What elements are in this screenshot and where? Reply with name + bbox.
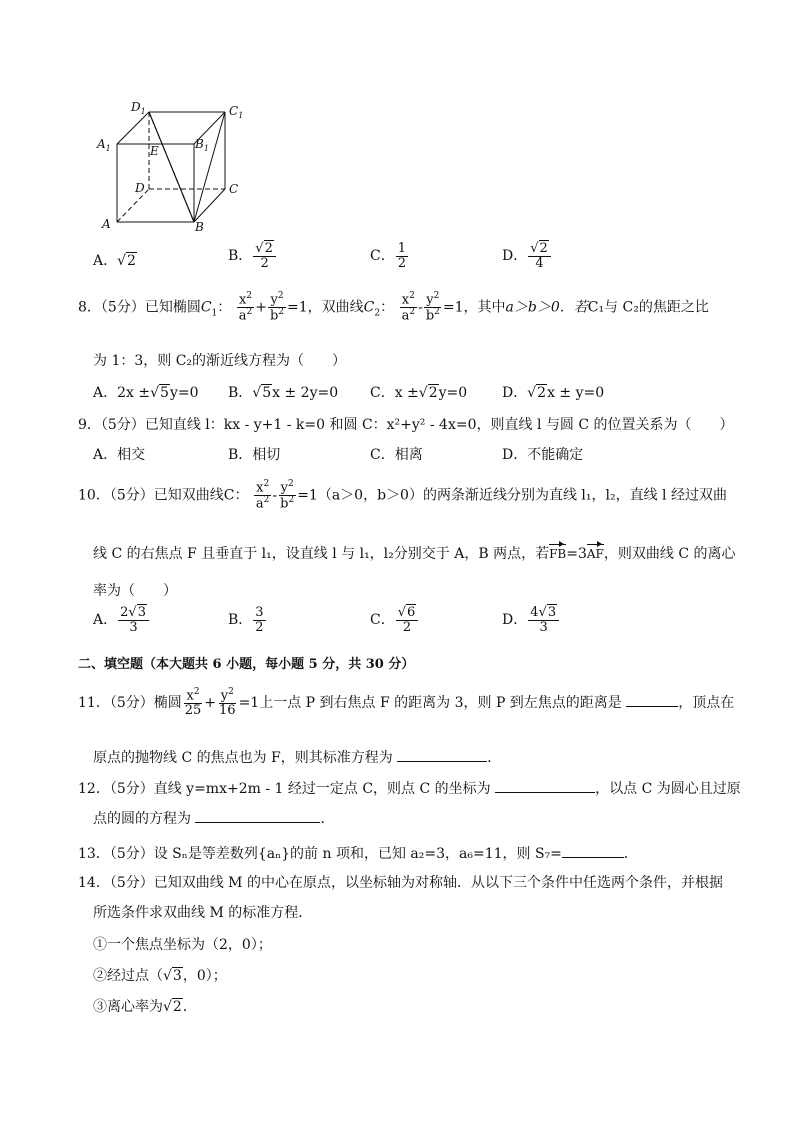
q8-line2: 为 1：3，则 C₂的渐近线方程为（ ） <box>93 353 347 369</box>
q10-option-b: B． $\frac{3}{2}$ <box>228 605 264 635</box>
label-a1: $A_1$ <box>97 137 111 153</box>
label-a: A <box>102 217 111 231</box>
label-b: B <box>195 220 204 234</box>
q7-option-a: A．√2 <box>93 253 136 269</box>
q12-answer-blank-2[interactable] <box>195 810 320 823</box>
q9-option-b: B．相切 <box>228 447 281 463</box>
q7-option-c: C． $\frac{1}{2}$ <box>370 241 406 271</box>
q14-condition-1: ①一个焦点坐标为（2，0）； <box>93 937 272 953</box>
q9-option-d: D．不能确定 <box>502 447 584 463</box>
q7-option-b: B． $\frac{√2}{2}$ <box>228 242 277 270</box>
label-b1: $B_1$ <box>195 137 209 153</box>
q12-line2: 点的圆的方程为 ． <box>93 811 335 827</box>
q10-option-d: D． $\frac{4√3}{3}$ <box>502 606 560 634</box>
cube-figure <box>90 95 260 240</box>
q10-line2: 线 C 的右焦点 F 且垂直于 l₁，设直线 l 与 l₁，l₂分别交于 A，B 两点，若FB=3AF，则双曲线 C 的离心 <box>93 546 736 562</box>
q8-option-c: C．x ±√2y=0 <box>370 385 468 401</box>
q14-line1: 14．（5分）已知双曲线 M 的中心在原点，以坐标轴为对称轴．从以下三个条件中任选两个条件，并根据 <box>78 875 723 891</box>
q8-option-d: D．√2x ± y=0 <box>502 385 605 401</box>
label-d1: $D_1$ <box>131 100 146 116</box>
q11-answer-blank-1[interactable] <box>626 694 678 707</box>
q13-stem: 13．（5分）设 Sₙ是等差数列{aₙ}的前 n 项和，已知 a₂=3，a₆=11，则 S₇= ． <box>78 846 638 862</box>
q8-option-b: B．√5x ± 2y=0 <box>228 385 339 401</box>
q14-condition-2: ②经过点（√3，0）； <box>93 968 227 984</box>
q12-answer-blank-1[interactable] <box>495 780 595 793</box>
q8-stem: 8．（5分）已知椭圆$C_1$： $\frac{x^2}{a^2}$ + $\frac{y^2}{b^2}$ =1，双曲线$C_2$： $\frac{x^2}{a^2}$ - $\frac{y^2}{b^2}$ =1，其中a＞b＞0．若C₁与 C₂的焦距之比 <box>78 291 709 324</box>
section-2-title: 二、填空题（本大题共 6 小题，每小题 5 分，共 30 分） <box>78 657 415 672</box>
q10-option-c: C． $\frac{√6}{2}$ <box>370 606 419 634</box>
q9-option-c: C．相离 <box>370 447 423 463</box>
q9-option-a: A．相交 <box>93 447 146 463</box>
q10-stem: 10．（5分）已知双曲线C： $\frac{x^2}{a^2}$ - $\frac{y^2}{b^2}$ =1（a＞0，b＞0）的两条渐近线分别为直线 l₁，l₂，直线 l 经过双曲 <box>78 479 727 512</box>
q11-stem: 11．（5分）椭圆 $\frac{x^2}{25}$ + $\frac{y^2}{16}$ =1上一点 P 到右焦点 F 的距离为 3，则 P 到左焦点的距离是 ，顶点在 <box>78 687 735 718</box>
q14-line2: 所选条件求双曲线 M 的标准方程． <box>93 905 313 921</box>
label-c: C <box>229 182 239 196</box>
label-e: E <box>150 144 159 158</box>
q11-line2: 原点的抛物线 C 的焦点也为 F，则其标准方程为 ． <box>93 750 502 766</box>
q8-option-a: A．2x ±√5y=0 <box>93 385 199 401</box>
q10-line3: 率为（ ） <box>93 583 177 599</box>
q7-option-d: D． $\frac{√2}{4}$ <box>502 242 552 270</box>
q11-answer-blank-2[interactable] <box>397 749 487 762</box>
q14-condition-3: ③离心率为√2． <box>93 999 197 1015</box>
q13-answer-blank[interactable] <box>562 845 624 858</box>
q9-stem: 9．（5分）已知直线 l：kx - y+1 - k=0 和圆 C：x²+y² - 4x=0，则直线 l 与圆 C 的位置关系为（ ） <box>78 417 734 433</box>
label-c1: $C_1$ <box>229 104 244 120</box>
q10-option-a: A． $\frac{2√3}{3}$ <box>93 606 150 634</box>
q12-line1: 12．（5分）直线 y=mx+2m - 1 经过一定点 C，则点 C 的坐标为 ，以点 C 为圆心且过原 <box>78 781 741 797</box>
label-d: D <box>135 181 145 195</box>
